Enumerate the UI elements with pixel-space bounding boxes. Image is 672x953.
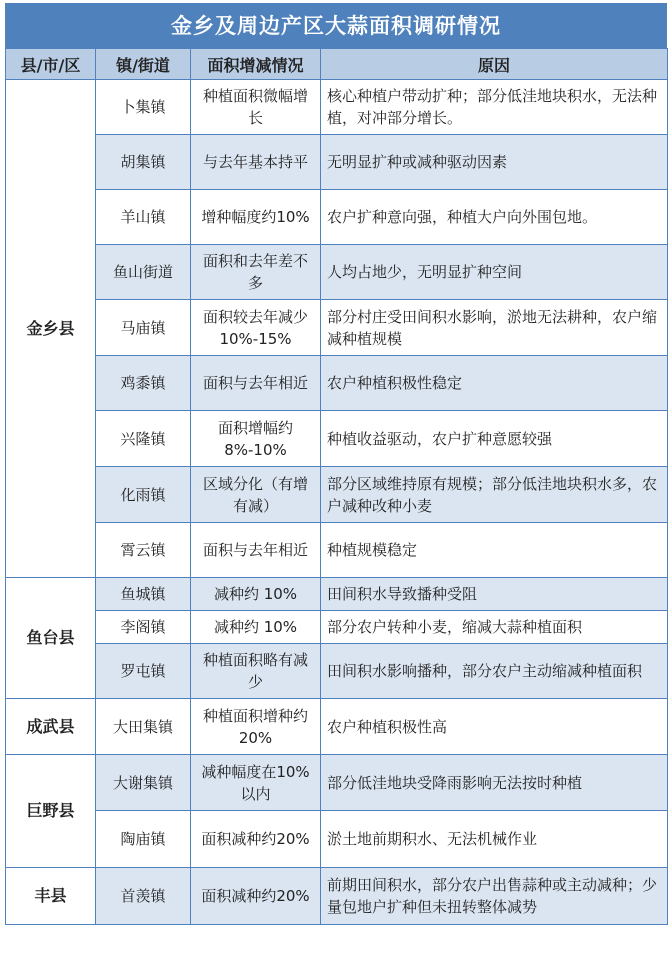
table-row (6, 523, 668, 578)
area-change-cell: 种植面积微幅增长 (191, 80, 321, 135)
town-cell: 罗屯镇 (96, 644, 191, 699)
table-row (6, 411, 668, 467)
town-cell: 马庙镇 (96, 300, 191, 356)
table-row (6, 868, 668, 925)
table-row (6, 190, 668, 245)
town-cell: 陶庙镇 (96, 811, 191, 868)
town-cell: 化雨镇 (96, 467, 191, 523)
area-change-cell: 与去年基本持平 (191, 135, 321, 190)
reason-cell: 田间积水影响播种，部分农户主动缩减种植面积 (321, 644, 668, 699)
table-row (6, 644, 668, 699)
table-row (6, 811, 668, 868)
area-change-cell: 面积与去年相近 (191, 356, 321, 411)
area-change-cell: 种植面积增种约 20% (191, 699, 321, 755)
reason-cell: 农户种植积极性稳定 (321, 356, 668, 411)
town-cell: 首羡镇 (96, 868, 191, 925)
area-change-cell: 面积和去年差不多 (191, 245, 321, 300)
county-cell: 金乡县 (6, 80, 96, 578)
reason-cell: 人均占地少，无明显扩种空间 (321, 245, 668, 300)
county-cell: 成武县 (6, 699, 96, 755)
table-row (6, 245, 668, 300)
town-cell: 卜集镇 (96, 80, 191, 135)
area-change-cell: 面积增幅约8%-10% (191, 411, 321, 467)
table-row (6, 578, 668, 611)
reason-cell: 田间积水导致播种受阻 (321, 578, 668, 611)
reason-cell: 前期田间积水，部分农户出售蒜种或主动减种；少量包地户扩种但未扭转整体减势 (321, 868, 668, 925)
header-town: 镇/街道 (96, 49, 191, 80)
reason-cell: 种植收益驱动，农户扩种意愿较强 (321, 411, 668, 467)
table-row (6, 80, 668, 135)
table-body (6, 80, 668, 925)
reason-cell: 农户扩种意向强，种植大户向外围包地。 (321, 190, 668, 245)
reason-cell: 种植规模稳定 (321, 523, 668, 578)
table-title: 金乡及周边产区大蒜面积调研情况 (5, 3, 667, 48)
county-cell: 丰县 (6, 868, 96, 925)
header-county: 县/市/区 (6, 49, 96, 80)
town-cell: 胡集镇 (96, 135, 191, 190)
reason-cell: 部分低洼地块受降雨影响无法按时种植 (321, 755, 668, 811)
area-change-cell: 区域分化（有增有减） (191, 467, 321, 523)
reason-cell: 部分村庄受田间积水影响，淤地无法耕种，农户缩减种植规模 (321, 300, 668, 356)
header-row (6, 49, 668, 80)
reason-cell: 部分农户转种小麦，缩减大蒜种植面积 (321, 611, 668, 644)
county-cell: 巨野县 (6, 755, 96, 868)
reason-cell: 淤土地前期积水、无法机械作业 (321, 811, 668, 868)
area-change-cell: 面积减种约20% (191, 811, 321, 868)
table-row (6, 699, 668, 755)
table-row (6, 356, 668, 411)
survey-table (5, 48, 668, 925)
header-reason: 原因 (321, 49, 668, 80)
town-cell: 兴隆镇 (96, 411, 191, 467)
table-row (6, 755, 668, 811)
area-change-cell: 减种约 10% (191, 578, 321, 611)
table-row (6, 300, 668, 356)
town-cell: 鸡黍镇 (96, 356, 191, 411)
town-cell: 大谢集镇 (96, 755, 191, 811)
town-cell: 鱼山街道 (96, 245, 191, 300)
header-area-change: 面积增减情况 (191, 49, 321, 80)
area-change-cell: 面积较去年减少 10%-15% (191, 300, 321, 356)
town-cell: 羊山镇 (96, 190, 191, 245)
table-row (6, 135, 668, 190)
town-cell: 霄云镇 (96, 523, 191, 578)
area-change-cell: 种植面积略有减少 (191, 644, 321, 699)
reason-cell: 农户种植积极性高 (321, 699, 668, 755)
area-change-cell: 面积与去年相近 (191, 523, 321, 578)
town-cell: 鱼城镇 (96, 578, 191, 611)
reason-cell: 核心种植户带动扩种；部分低洼地块积水，无法种植，对冲部分增长。 (321, 80, 668, 135)
area-change-cell: 面积减种约20% (191, 868, 321, 925)
table-row (6, 611, 668, 644)
county-cell: 鱼台县 (6, 578, 96, 699)
town-cell: 李阁镇 (96, 611, 191, 644)
reason-cell: 部分区域维持原有规模；部分低洼地块积水多，农户减种改种小麦 (321, 467, 668, 523)
survey-table-container (5, 3, 667, 925)
table-row (6, 467, 668, 523)
area-change-cell: 减种约 10% (191, 611, 321, 644)
area-change-cell: 减种幅度在10%以内 (191, 755, 321, 811)
town-cell: 大田集镇 (96, 699, 191, 755)
area-change-cell: 增种幅度约10% (191, 190, 321, 245)
reason-cell: 无明显扩种或减种驱动因素 (321, 135, 668, 190)
